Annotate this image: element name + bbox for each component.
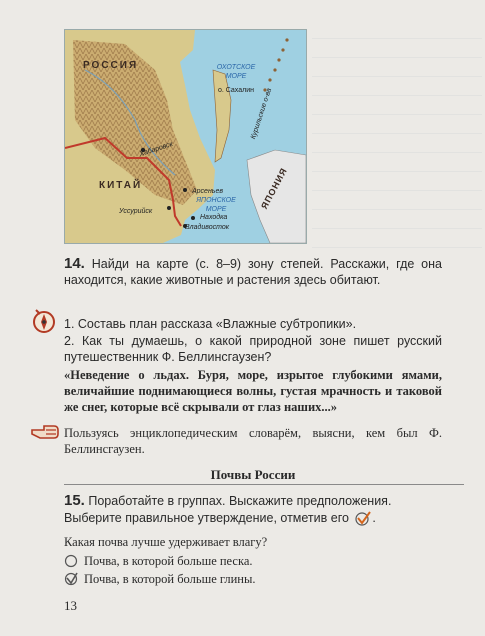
soil-option-sand-label: Почва, в которой больше песка. <box>84 554 253 568</box>
map-label-sakhalin: о. Сахалин <box>218 87 254 94</box>
task-15-line-2-end: . <box>372 511 376 525</box>
soil-option-clay[interactable] <box>64 571 442 587</box>
map-label-japan: ЯПОНИЯ <box>259 165 290 211</box>
task-15 <box>64 492 464 531</box>
map-label-vladivostok: Владивосток <box>185 224 230 231</box>
task-14 <box>64 256 442 288</box>
soil-question: Какая почва лучше удерживает влагу? <box>64 535 268 549</box>
task-15-line-1: Поработайте в группах. Выскажите предположения. <box>88 494 392 508</box>
map-label-khabarovsk: Хабаровск <box>138 140 174 159</box>
task-encyclopedia: Пользуясь энциклопедическим словарём, выясни, кем был Ф. Беллинсгаузен. <box>64 426 442 456</box>
page-number: 13 <box>64 598 77 613</box>
map-label-nakhodka: Находка <box>200 214 228 221</box>
map-label-arsenyev: Арсеньев <box>192 188 224 195</box>
task-15-number: 15. <box>64 492 85 509</box>
map-label-kuril: Курильские о-ва <box>250 87 274 141</box>
bleed-through-lines <box>312 20 482 250</box>
task-15-line-2: Выберите правильное утверждение, отметив его <box>64 511 349 525</box>
task-compass-item-2: 2. Как ты думаешь, о какой природной зоне пишет русский путешественник Ф. Беллинсгаузен? <box>64 334 442 364</box>
radio-empty-icon[interactable] <box>64 554 78 568</box>
map-label-okhotsk-sea: ОХОТСКОЕ МОРЕ <box>216 64 256 80</box>
section-title: Почвы России <box>210 467 296 482</box>
radio-checked-icon[interactable] <box>64 572 78 586</box>
map-label-china: КИТАЙ <box>99 180 143 191</box>
far-east-map <box>64 29 307 244</box>
map-label-ussuriysk: Уссурийск <box>119 208 153 215</box>
soil-option-clay-label: Почва, в которой больше глины. <box>84 572 256 586</box>
task-14-number: 14. <box>64 255 85 272</box>
task-compass-item-1: 1. Составь план рассказа «Влажные субтропики». <box>64 317 357 331</box>
map-label-russia: РОССИЯ <box>83 60 139 71</box>
compass-icon <box>30 306 58 341</box>
map-label-japan-sea: ЯПОНСКОЕ МОРЕ <box>196 197 236 213</box>
section-divider <box>64 484 464 485</box>
bellingshausen-quote: «Неведение о льдах. Буря, море, изрытое глубокими ямами, величайшие поднимающиеся волны, густая мрачность и таковой же снег, которые всё скрывали от глаз наших...» <box>64 368 442 414</box>
checkmark-icon <box>354 510 372 531</box>
soil-option-sand[interactable] <box>64 553 442 569</box>
hand-pointer-icon <box>30 420 60 447</box>
task-14-text: Найди на карте (с. 8–9) зону степей. Расскажи, где она находится, какие животные и растения здесь обитают. <box>64 257 442 287</box>
